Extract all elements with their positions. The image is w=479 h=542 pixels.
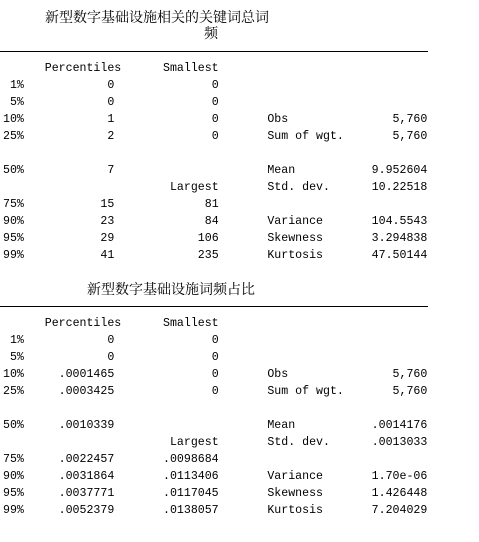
variable-label: 新型数字基础设施词频占比 <box>87 282 255 298</box>
stat-value: 47.50144 <box>371 249 428 262</box>
table-row <box>3 366 427 383</box>
table-row <box>3 247 427 264</box>
stat-label: Std. dev. <box>267 436 330 449</box>
percentile-value: 15 <box>100 198 115 211</box>
stat-label: Obs <box>267 368 289 381</box>
smallest-value: 0 <box>211 79 219 92</box>
stat-value: 1.70e-06 <box>371 470 428 483</box>
stat-label: Sum of wgt. <box>267 385 344 398</box>
percentile-label: 10% <box>3 113 24 126</box>
largest-value: 84 <box>204 215 219 228</box>
percentiles-header: Percentiles <box>44 317 122 330</box>
largest-value: .0117045 <box>162 487 219 500</box>
percentile-label: 50% <box>3 164 24 177</box>
smallest-value: 0 <box>211 334 219 347</box>
variable-label-continued: 频 <box>204 26 218 42</box>
table-row <box>3 128 427 145</box>
percentile-value: 1 <box>107 113 115 126</box>
percentiles-header: Percentiles <box>44 62 122 75</box>
percentile-value: .0001465 <box>58 368 115 381</box>
percentile-value: 7 <box>107 164 115 177</box>
smallest-header: Smallest <box>162 317 219 330</box>
stat-label: Obs <box>267 113 289 126</box>
stat-label: Mean <box>267 164 296 177</box>
stat-value: 5,760 <box>392 130 428 143</box>
table-header-row <box>3 315 427 332</box>
largest-value: .0113406 <box>162 470 219 483</box>
percentile-label: 5% <box>9 96 24 109</box>
stat-value: 10.22518 <box>371 181 428 194</box>
percentile-value: 0 <box>107 96 115 109</box>
stat-value: 5,760 <box>392 385 428 398</box>
table-row <box>3 162 427 179</box>
table-row <box>3 77 427 94</box>
percentile-value: 0 <box>107 334 115 347</box>
percentile-value: 0 <box>107 351 115 364</box>
stat-value: 5,760 <box>392 113 428 126</box>
stat-value: 1.426448 <box>371 487 428 500</box>
largest-value: 106 <box>197 232 219 245</box>
stat-label: Kurtosis <box>267 504 324 517</box>
summary-table <box>3 315 427 519</box>
stat-value: .0014176 <box>371 419 428 432</box>
largest-header: Largest <box>169 181 219 194</box>
table-row <box>3 468 427 485</box>
stat-label: Skewness <box>267 232 324 245</box>
percentile-value: .0037771 <box>58 487 115 500</box>
percentile-label: 90% <box>3 470 24 483</box>
percentile-label: 95% <box>3 487 24 500</box>
separator-line <box>0 51 428 52</box>
table-row <box>3 502 427 519</box>
table-row <box>3 485 427 502</box>
percentile-value: 29 <box>100 232 115 245</box>
stat-value: 9.952604 <box>371 164 428 177</box>
smallest-value: 0 <box>211 368 219 381</box>
percentile-value: .0031864 <box>58 470 115 483</box>
table-row <box>3 94 427 111</box>
stat-label: Variance <box>267 470 324 483</box>
stat-value: 3.294838 <box>371 232 428 245</box>
percentile-label: 25% <box>3 130 24 143</box>
stat-label: Kurtosis <box>267 249 324 262</box>
stat-label: Std. dev. <box>267 181 330 194</box>
percentile-label: 25% <box>3 385 24 398</box>
table-row <box>3 111 427 128</box>
stat-label: Skewness <box>267 487 324 500</box>
table-row <box>3 417 427 434</box>
percentile-label: 99% <box>3 504 24 517</box>
stat-value: .0013033 <box>371 436 428 449</box>
largest-header: Largest <box>169 436 219 449</box>
percentile-label: 5% <box>9 351 24 364</box>
percentile-label: 75% <box>3 198 24 211</box>
table-row <box>3 196 427 213</box>
stat-label: Mean <box>267 419 296 432</box>
percentile-value: 0 <box>107 79 115 92</box>
table-row <box>3 230 427 247</box>
percentile-value: .0003425 <box>58 385 115 398</box>
table-row <box>3 179 427 196</box>
percentile-label: 90% <box>3 215 24 228</box>
smallest-header: Smallest <box>162 62 219 75</box>
percentile-value: 41 <box>100 249 115 262</box>
largest-value: .0138057 <box>162 504 219 517</box>
smallest-value: 0 <box>211 351 219 364</box>
stat-value: 7.204029 <box>371 504 428 517</box>
stat-value: 5,760 <box>392 368 428 381</box>
largest-value: .0098684 <box>162 453 219 466</box>
table-row <box>3 434 427 451</box>
table-row <box>3 349 427 366</box>
table-header-row <box>3 60 427 77</box>
smallest-value: 0 <box>211 130 219 143</box>
largest-value: 235 <box>197 249 219 262</box>
percentile-label: 1% <box>9 79 24 92</box>
percentile-label: 1% <box>9 334 24 347</box>
percentile-value: .0010339 <box>58 419 115 432</box>
percentile-label: 10% <box>3 368 24 381</box>
smallest-value: 0 <box>211 96 219 109</box>
smallest-value: 0 <box>211 385 219 398</box>
largest-value: 81 <box>204 198 219 211</box>
separator-line <box>0 306 428 307</box>
table-row <box>3 383 427 400</box>
percentile-value: .0052379 <box>58 504 115 517</box>
table-row <box>3 451 427 468</box>
percentile-label: 50% <box>3 419 24 432</box>
summary-table <box>3 60 427 264</box>
variable-label: 新型数字基础设施相关的关键词总词 <box>45 10 269 26</box>
percentile-value: 2 <box>107 130 115 143</box>
percentile-label: 75% <box>3 453 24 466</box>
stat-value: 104.5543 <box>371 215 428 228</box>
percentile-label: 99% <box>3 249 24 262</box>
stat-label: Variance <box>267 215 324 228</box>
percentile-value: 23 <box>100 215 115 228</box>
percentile-label: 95% <box>3 232 24 245</box>
percentile-value: .0022457 <box>58 453 115 466</box>
table-row <box>3 332 427 349</box>
smallest-value: 0 <box>211 113 219 126</box>
stat-label: Sum of wgt. <box>267 130 344 143</box>
table-row <box>3 213 427 230</box>
